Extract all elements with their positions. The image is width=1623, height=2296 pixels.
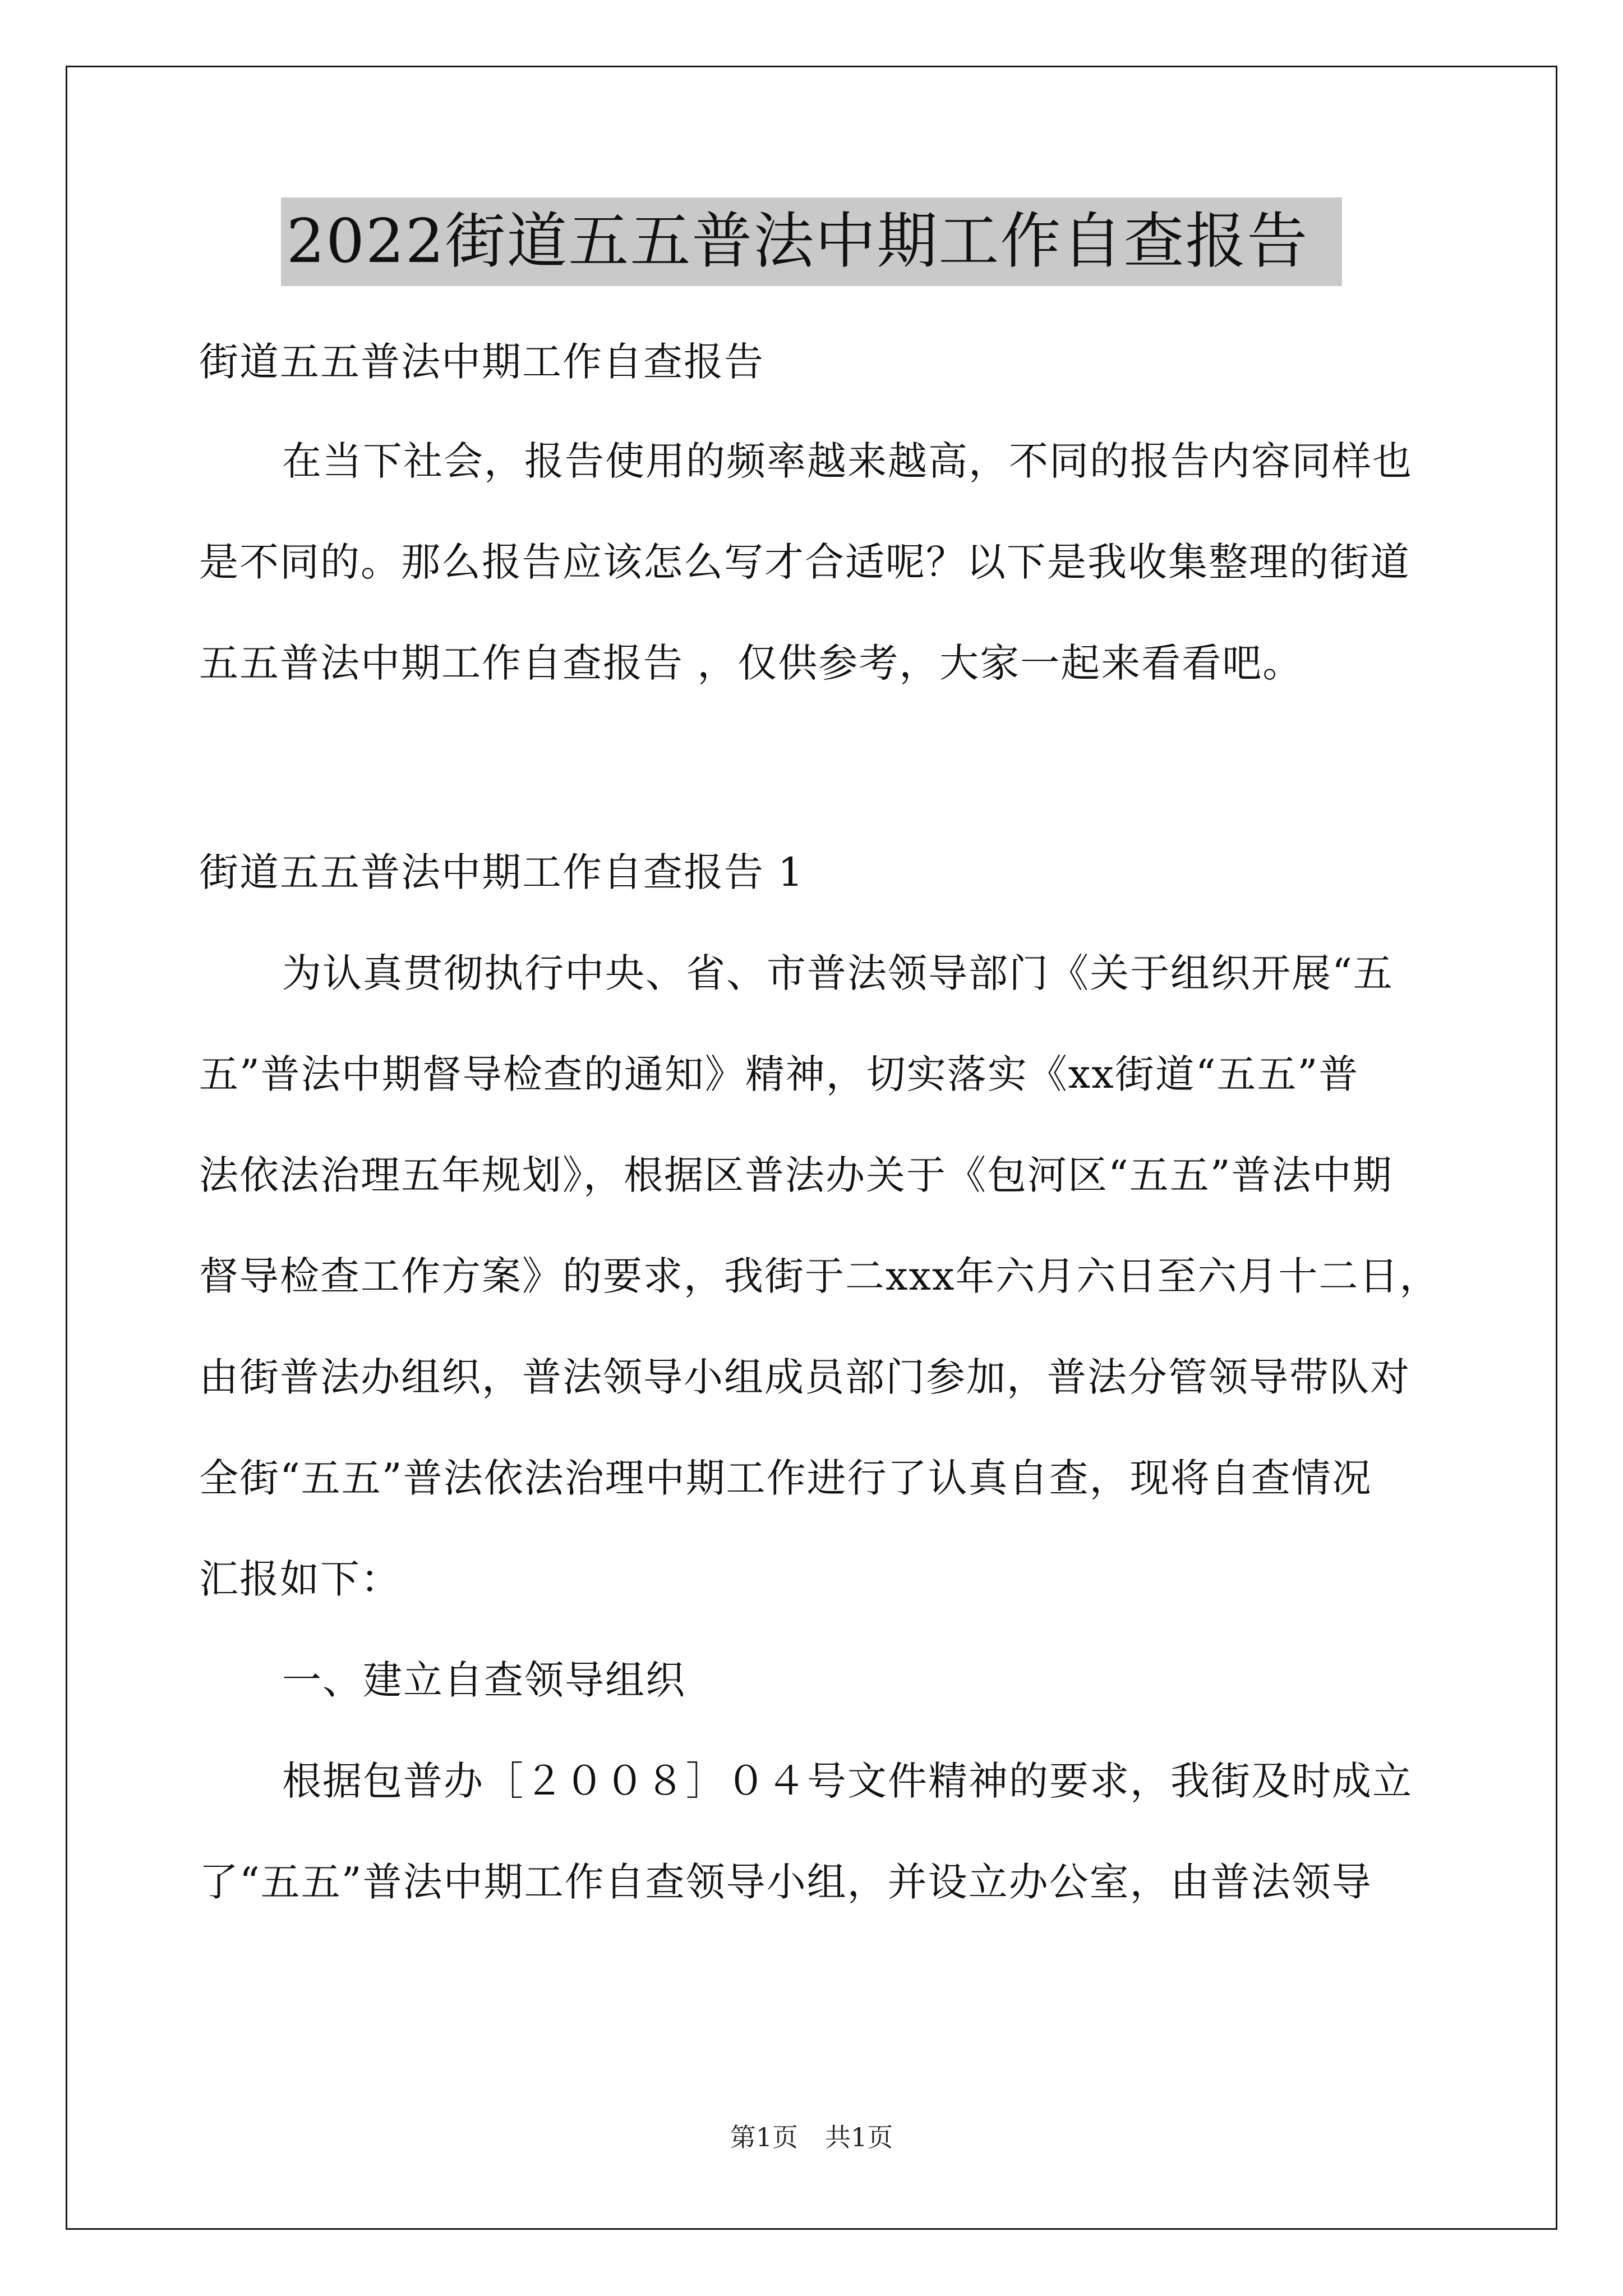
section-heading: 街道五五普法中期工作自查报告 1 — [199, 849, 804, 895]
page-footer — [0, 2120, 1623, 2154]
subsection-heading: 一、建立自查领导组织 — [282, 1657, 686, 1703]
document-title: 2022街道五五普法中期工作自查报告 — [281, 197, 1343, 286]
paragraph-line: 汇报如下： — [199, 1556, 401, 1602]
paragraph-line: 为认真贯彻执行中央、省、市普法领导部门《关于组织开展“五 — [282, 950, 1394, 996]
paragraph-line: 全街“五五”普法依法治理中期工作进行了认真自查，现将自查情况 — [199, 1455, 1372, 1501]
paragraph-line: 五”普法中期督导检查的通知》精神，切实落实《xx街道“五五”普 — [199, 1051, 1359, 1097]
subtitle-line: 街道五五普法中期工作自查报告 — [199, 339, 764, 385]
page-number: 第1页 — [730, 2122, 798, 2152]
paragraph-line: 根据包普办［２００８］０４号文件精神的要求，我街及时成立 — [282, 1758, 1413, 1804]
paragraph-line: 由街普法办组织，普法领导小组成员部门参加，普法分管领导带队对 — [199, 1354, 1410, 1400]
page-total: 共1页 — [825, 2122, 893, 2152]
paragraph-line: 是不同的。那么报告应该怎么写才合适呢？以下是我收集整理的街道 — [199, 539, 1410, 585]
paragraph-line: 法依法治理五年规划》，根据区普法办关于《包河区“五五”普法中期 — [199, 1152, 1393, 1198]
paragraph-line: 了“五五”普法中期工作自查领导小组，并设立办公室，由普法领导 — [199, 1859, 1372, 1905]
title-container — [0, 197, 1623, 286]
paragraph-line: 督导检查工作方案》的要求，我街于二xxx年六月六日至六月十二日， — [199, 1253, 1440, 1299]
paragraph-line: 在当下社会，报告使用的频率越来越高，不同的报告内容同样也 — [282, 438, 1413, 484]
paragraph-line: 五五普法中期工作自查报告 ，仅供参考，大家一起来看看吧。 — [199, 640, 1303, 686]
